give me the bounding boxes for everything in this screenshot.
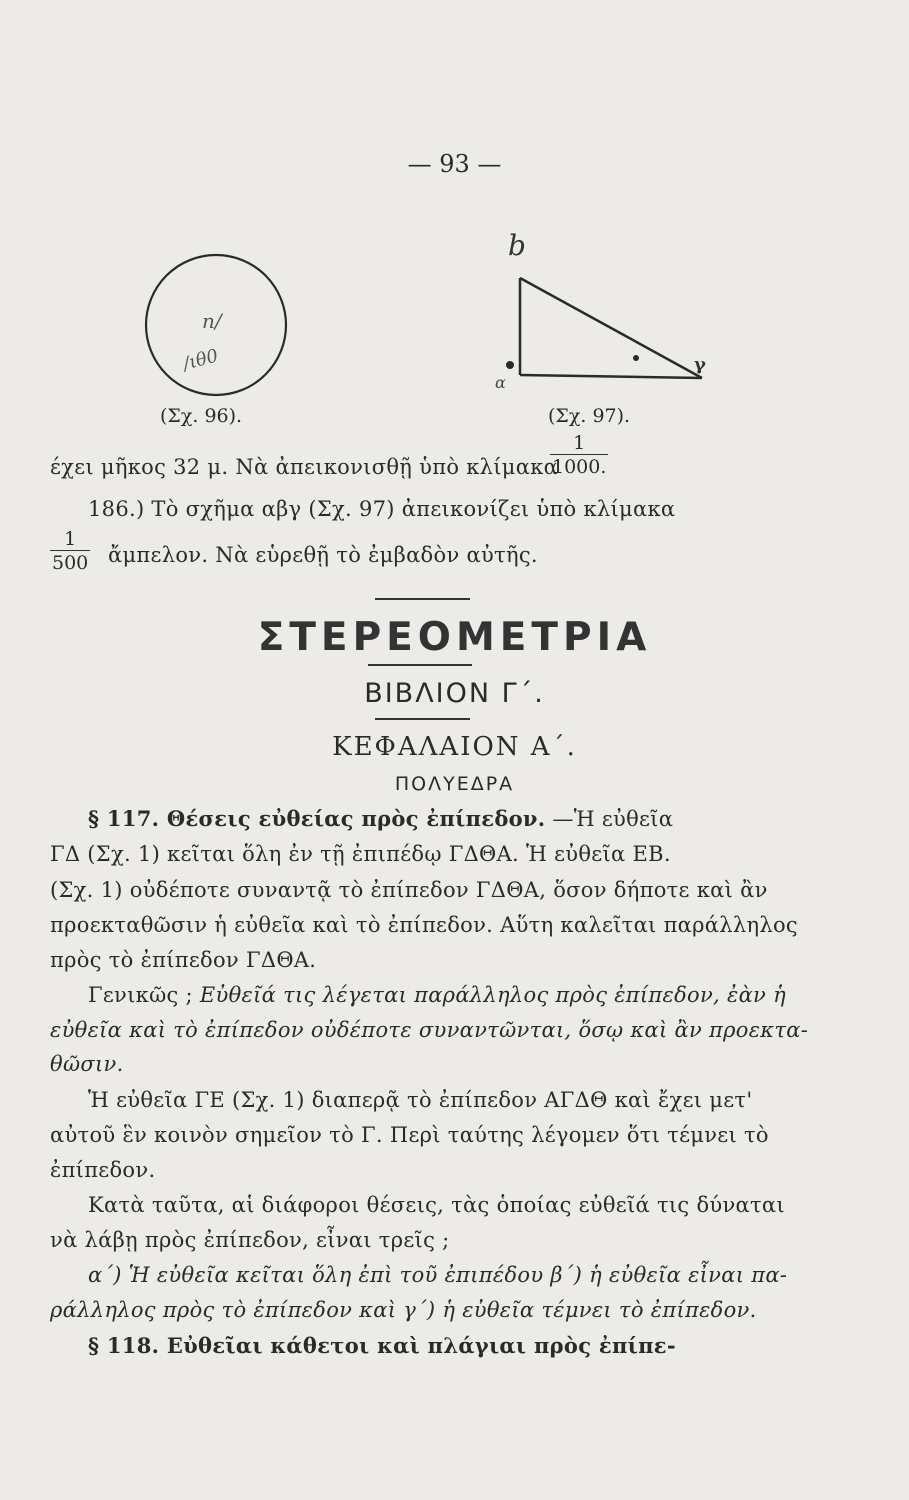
triangle-dot <box>506 361 514 369</box>
divider <box>375 598 470 600</box>
paragraph-117-heading <box>88 806 673 831</box>
triangle-hypotenuse <box>520 278 702 378</box>
section-heading: § 117. Θέσεις εὐθείας πρὸς ἐπίπεδον. <box>88 806 546 831</box>
fraction-numerator: 1 <box>573 432 586 454</box>
circle-figure <box>140 248 300 408</box>
intersect-line-1: Ἡ εὐθεῖα ΓΕ (Σχ. 1) διαπερᾷ τὸ ἐπίπεδον ΑΓΔΘ καὶ ἔχει μετ' <box>88 1088 753 1112</box>
cases-line-1: α΄) Ἡ εὐθεῖα κεῖται ὅλη ἐπὶ τοῦ ἐπιπέδου β΄) ἡ εὐθεῖα εἶναι πα- <box>88 1263 788 1287</box>
figure-96-caption: (Σχ. 96). <box>160 405 243 427</box>
definition-label: Γενικῶς ; <box>88 983 193 1007</box>
exercise-line-2: 186.) Τὸ σχῆμα αβγ (Σχ. 97) ἀπεικονίζει ὑπὸ κλίμακα <box>88 497 676 521</box>
intersect-line-2: αὐτοῦ ἓν κοινὸν σημεῖον τὸ Γ. Περὶ ταύτης λέγομεν ὅτι τέμνει τὸ <box>50 1123 769 1147</box>
intersect-line-3: ἐπίπεδον. <box>50 1158 156 1182</box>
divider <box>375 718 470 720</box>
exercise-line-1: έχει μῆκος 32 μ. Νὰ ἀπεικονισθῇ ὑπὸ κλίμακα <box>50 455 559 479</box>
paragraph-117-line-2: ΓΔ (Σχ. 1) κεῖται ὅλη ἐν τῇ ἐπιπέδῳ ΓΔΘΑ. Ἡ εὐθεῖα ΕΒ. <box>50 842 671 866</box>
definition-line-3: θῶσιν. <box>50 1052 124 1076</box>
triangle-label-b: b <box>508 229 526 262</box>
summary-line-2: νὰ λάβῃ πρὸς ἐπίπεδον, εἶναι τρεῖς ; <box>50 1228 450 1252</box>
triangle-base <box>520 375 702 378</box>
fraction-numerator: 1 <box>64 528 77 550</box>
paragraph-117-line-4: προεκταθῶσιν ἡ εὐθεῖα καὶ τὸ ἐπίπεδον. Αὕτη καλεῖται παράλληλος <box>50 913 798 937</box>
scale-fraction-500 <box>50 528 90 575</box>
definition-text: Εὐθεῖά τις λέγεται παράλληλος πρὸς ἐπίπεδον, ἐὰν ἡ <box>199 983 786 1007</box>
page-number: — 93 — <box>407 150 502 178</box>
triangle-figure <box>490 229 720 392</box>
fraction-denominator: 500 <box>52 552 89 574</box>
chapter-title: ΚΕΦΑΛΑΙΟΝ Α΄. <box>332 732 577 762</box>
circle-pencil-mark: n/ <box>202 309 222 333</box>
circle-pencil-mark-2: /ιθ0 <box>180 345 221 375</box>
paragraph-117-line-3: (Σχ. 1) οὐδέποτε συναντᾷ τὸ ἐπίπεδον ΓΔΘΑ, ὅσον δήποτε καὶ ἂν <box>50 878 768 902</box>
definition-line-2: εὐθεῖα καὶ τὸ ἐπίπεδον οὐδέποτε συναντῶνται, ὅσῳ καὶ ἂν προεκτα- <box>50 1018 809 1042</box>
main-title: ΣΤΕΡΕΟΜΕΤΡΙΑ <box>257 615 652 660</box>
fraction-denominator: 1000. <box>552 456 607 478</box>
section-title: ΠΟΛΥΕΔΡΑ <box>394 773 515 795</box>
triangle-dot-2 <box>633 355 639 361</box>
definition-line-1 <box>88 983 786 1007</box>
figure-97-caption: (Σχ. 97). <box>548 405 631 427</box>
summary-line-1: Κατὰ ταῦτα, αἱ διάφοροι θέσεις, τὰς ὁποίας εὐθεῖά τις δύναται <box>88 1193 785 1217</box>
paragraph-text: —Ἡ εὐθεῖα <box>552 807 674 831</box>
triangle-label-g: γ <box>694 354 706 375</box>
book-title: ΒΙΒΛΙΟΝ Γ΄. <box>364 678 545 709</box>
paragraph-117-line-5: πρὸς τὸ ἐπίπεδον ΓΔΘΑ. <box>50 948 317 972</box>
paragraph-118-heading: § 118. Εὐθεῖαι κάθετοι καὶ πλάγιαι πρὸς ἐπίπε- <box>88 1333 676 1358</box>
divider <box>368 664 472 666</box>
triangle-label-a: α <box>495 373 506 392</box>
scale-fraction-1000 <box>550 432 608 479</box>
exercise-line-3: ἄμπελον. Νὰ εὑρεθῇ τὸ ἐμβαδὸν αὐτῆς. <box>108 543 538 567</box>
cases-line-2: ράλληλος πρὸς τὸ ἐπίπεδον καὶ γ΄) ἡ εὐθεῖα τέμνει τὸ ἐπίπεδον. <box>50 1298 757 1322</box>
